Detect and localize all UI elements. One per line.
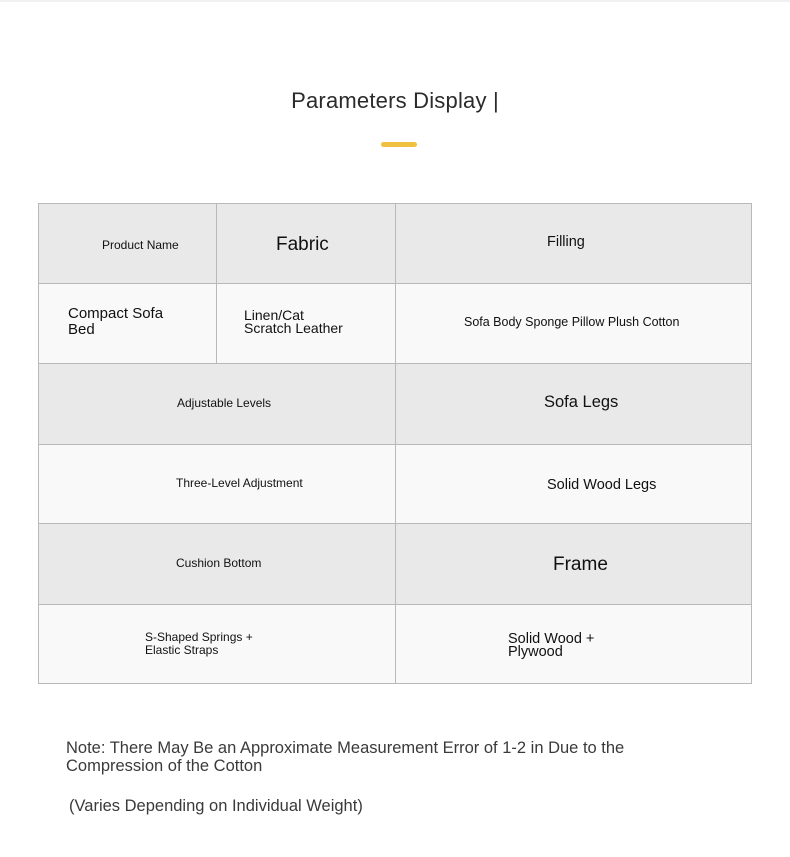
value-frame-line2: Plywood xyxy=(508,644,563,660)
value-adjustable-levels: Three-Level Adjustment xyxy=(176,476,303,490)
table-row-headers xyxy=(39,204,751,284)
value-frame-line1: Solid Wood + xyxy=(508,631,595,647)
value-product-name-line1: Compact Sofa xyxy=(68,305,164,322)
table-row-values xyxy=(39,445,751,524)
table-cell xyxy=(396,445,751,523)
table-row-headers xyxy=(39,364,751,445)
table-row-headers xyxy=(39,524,751,605)
table-cell xyxy=(396,605,751,683)
table-cell xyxy=(39,445,396,523)
weight-note: (Varies Depending on Individual Weight) xyxy=(69,797,363,815)
value-product-name-line2: Bed xyxy=(68,321,95,338)
value-filling: Sofa Body Sponge Pillow Plush Cotton xyxy=(464,315,680,329)
table-cell xyxy=(396,204,751,283)
label-adjustable-levels: Adjustable Levels xyxy=(177,396,272,410)
measurement-note xyxy=(66,739,706,775)
table-cell xyxy=(39,524,396,604)
table-cell xyxy=(39,364,396,444)
title-accent-bar xyxy=(381,142,417,147)
value-fabric-line2: Scratch Leather xyxy=(244,320,343,336)
value-sofa-legs: Solid Wood Legs xyxy=(547,477,657,493)
measurement-note-line1: Note: There May Be an Approximate Measurement Error of 1-2 in Due to the xyxy=(66,739,625,757)
label-fabric: Fabric xyxy=(276,234,329,255)
top-divider xyxy=(0,0,790,2)
table-row-values xyxy=(39,284,751,364)
value-cushion-bottom-line1: S-Shaped Springs + xyxy=(145,630,253,644)
table-cell xyxy=(39,284,217,363)
page-title: Parameters Display | xyxy=(291,88,499,113)
value-cushion-bottom-line2: Elastic Straps xyxy=(145,643,219,657)
label-filling: Filling xyxy=(547,234,585,250)
table-row-values xyxy=(39,605,751,683)
label-cushion-bottom: Cushion Bottom xyxy=(176,556,262,570)
label-frame: Frame xyxy=(553,554,608,575)
label-product-name: Product Name xyxy=(102,238,179,252)
table-cell xyxy=(39,605,396,683)
table-cell xyxy=(396,364,751,444)
label-sofa-legs: Sofa Legs xyxy=(544,393,619,411)
table-cell xyxy=(217,284,396,363)
value-fabric-line1: Linen/Cat xyxy=(244,307,304,323)
table-cell xyxy=(396,524,751,604)
table-cell xyxy=(396,284,751,363)
measurement-note-line2: Compression of the Cotton xyxy=(66,757,263,775)
parameters-table xyxy=(38,203,752,684)
table-cell xyxy=(39,204,217,283)
table-cell xyxy=(217,204,396,283)
